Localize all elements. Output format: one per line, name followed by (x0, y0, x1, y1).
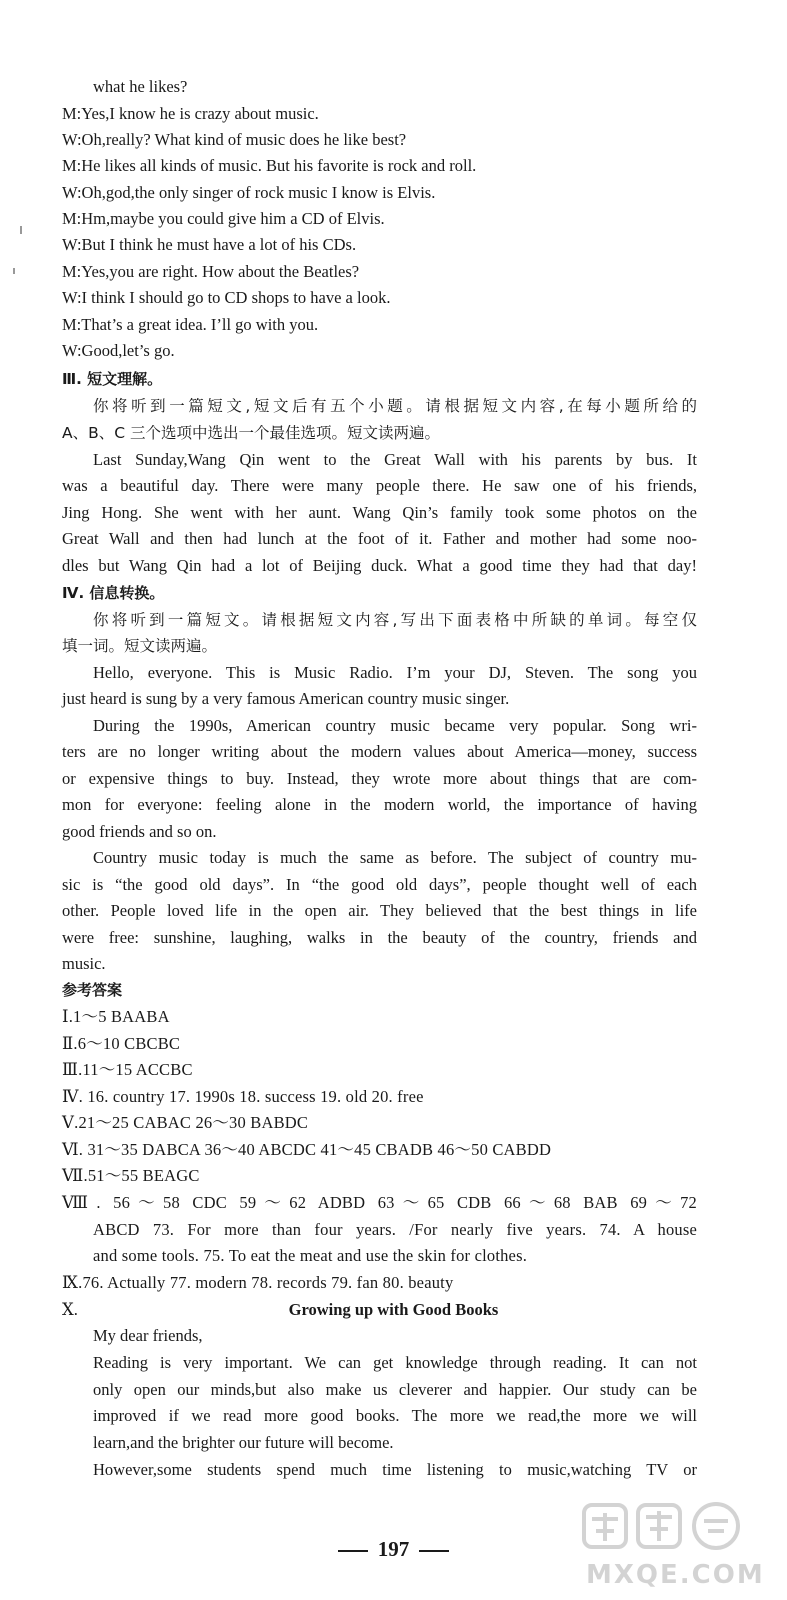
passage-line: good friends and so on. (62, 822, 217, 841)
answers-heading: 参考答案 (62, 981, 123, 999)
passage-line: mon for everyone: feeling alone in the modern world, the importance of having (62, 795, 697, 814)
dialogue-line: what he likes? (93, 77, 188, 96)
answer-line: Ⅷ. 56～58 CDC 59～62 ADBD 63～65 CDB 66～68 BAB 69～72 (62, 1193, 697, 1212)
passage-line: Country music today is much the same as before. The subject of country mu- (93, 848, 697, 867)
passage-line: Last Sunday,Wang Qin went to the Great Wall with his parents by bus. It (93, 450, 697, 469)
dialogue-line: W:I think I should go to CD shops to have a look. (62, 288, 391, 307)
dialogue-line: M:That’s a great idea. I’ll go with you. (62, 315, 319, 334)
dialogue-line: W:But I think he must have a lot of his CDs. (62, 235, 357, 254)
passage-line: Jing Hong. She went with her aunt. Wang Qin’s family took some photos on the (62, 503, 697, 522)
dialogue-line: M:Hm,maybe you could give him a CD of Elvis. (62, 209, 385, 228)
answer-line: Ⅸ.76. Actually 77. modern 78. records 79. fan 80. beauty (62, 1273, 454, 1292)
answer-line: Ⅲ.11～15 ACCBC (62, 1060, 193, 1079)
instruction-line: 填一词。短文读两遍。 (62, 637, 218, 655)
passage-line: or expensive things to buy. Instead, they wrote more about things that are com- (62, 769, 697, 788)
passage-line: was a beautiful day. There were many people there. He saw one of his friends, (62, 476, 697, 495)
dialogue-line: W:Oh,god,the only singer of rock music I know is Elvis. (62, 183, 436, 202)
dialogue-line: M:Yes,I know he is crazy about music. (62, 104, 319, 123)
answer-line: Ⅱ.6～10 CBCBC (62, 1034, 181, 1053)
passage-line: dles but Wang Qin had a lot of Beijing duck. What a good time they had that day! (62, 556, 697, 575)
answer-line: Ⅰ.1～5 BAABA (62, 1007, 170, 1026)
passage-line: other. People loved life in the open air. They believed that the best things in life (62, 901, 697, 920)
answer-line: ABCD 73. For more than four years. /For nearly five years. 74. A house (93, 1220, 697, 1239)
instruction-line: 你将听到一篇短文,短文后有五个小题。请根据短文内容,在每小题所给的 (93, 397, 697, 415)
page-number-dash (419, 1550, 449, 1552)
passage-line: Hello, everyone. This is Music Radio. I’m your DJ, Steven. The song you (93, 663, 697, 682)
passage-line: music. (62, 954, 106, 973)
passage-line: During the 1990s, American country music became very popular. Song wri- (93, 716, 697, 735)
watermark-logo (576, 1499, 781, 1594)
dialogue-line: M:He likes all kinds of music. But his favorite is rock and roll. (62, 156, 477, 175)
passage-line: were free: sunshine, laughing, walks in the beauty of the country, friends and (62, 928, 697, 947)
passage-line: sic is “the good old days”. In “the good old days”, people thought well of each (62, 875, 697, 894)
essay-line: improved if we read more good books. The more we read,the more we will (93, 1406, 697, 1425)
essay-line: My dear friends, (93, 1326, 203, 1345)
essay-line: learn,and the brighter our future will become. (93, 1433, 394, 1452)
page-number-text: 197 (377, 1537, 410, 1561)
answer-line: Ⅴ.21～25 CABAC 26～30 BABDC (62, 1113, 309, 1132)
answer-line: Ⅶ.51～55 BEAGC (62, 1166, 200, 1185)
page-number-dash (338, 1550, 368, 1552)
instruction-line: 你将听到一篇短文。请根据短文内容,写出下面表格中所缺的单词。每空仅 (93, 611, 697, 629)
essay-label: Ⅹ. (62, 1300, 78, 1319)
essay-title: Growing up with Good Books (288, 1300, 499, 1319)
essay-line: only open our minds,but also make us cleverer and happier. Our study can be (93, 1380, 697, 1399)
passage-line: Great Wall and then had lunch at the foot of it. Father and mother had some noo- (62, 529, 697, 548)
essay-line: However,some students spend much time listening to music,watching TV or (93, 1460, 697, 1479)
passage-line: ters are no longer writing about the modern values about America—money, success (62, 742, 697, 761)
dialogue-line: W:Oh,really? What kind of music does he like best? (62, 130, 407, 149)
svg-text:MXQE.COM: MXQE.COM (586, 1560, 765, 1590)
margin-mark (20, 226, 22, 234)
section-heading: Ⅳ. 信息转换。 (62, 584, 165, 602)
answer-line: Ⅳ. 16. country 17. 1990s 18. success 19. old 20. free (62, 1087, 424, 1106)
answer-line: and some tools. 75. To eat the meat and use the skin for clothes. (93, 1246, 528, 1265)
section-heading: Ⅲ. 短文理解。 (62, 370, 163, 388)
dialogue-line: W:Good,let’s go. (62, 341, 175, 360)
answer-line: Ⅵ. 31～35 DABCA 36～40 ABCDC 41～45 CBADB 46～50 CABDD (62, 1140, 552, 1159)
instruction-line: A、B、C 三个选项中选出一个最佳选项。短文读两遍。 (62, 424, 440, 442)
essay-line: Reading is very important. We can get knowledge through reading. It can not (93, 1353, 697, 1372)
dialogue-line: M:Yes,you are right. How about the Beatles? (62, 262, 360, 281)
margin-mark (13, 268, 15, 274)
passage-line: just heard is sung by a very famous American country music singer. (62, 689, 510, 708)
